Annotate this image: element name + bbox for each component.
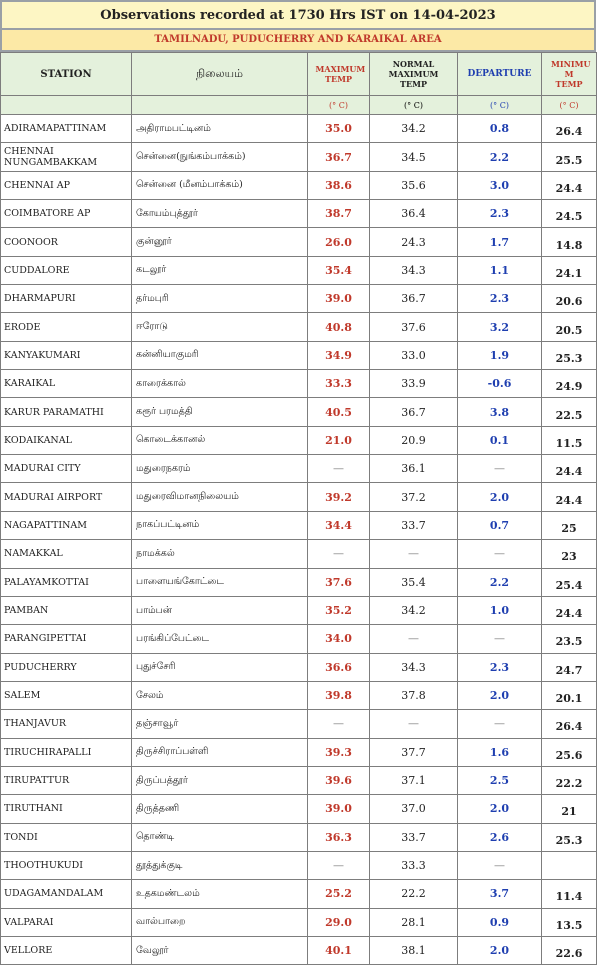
station-name: KARUR PARAMATHI [1,398,132,426]
normal-max-temp: 33.3 [370,851,458,879]
table-row [1,568,597,596]
station-name: NAMAKKAL [1,540,132,568]
station-name-tamil: தஞ்சாவூர் [132,710,308,738]
departure: 2.6 [458,823,542,851]
table-row [1,908,597,936]
normal-max-temp: — [370,540,458,568]
station-name: DHARMAPURI [1,285,132,313]
normal-max-temp: 22.2 [370,880,458,908]
normal-max-temp: — [370,625,458,653]
min-temp: 22.6 [542,936,597,964]
table-row [1,313,597,341]
station-name-tamil: சேலம் [132,681,308,709]
table-row [1,483,597,511]
max-temp: 40.5 [308,398,370,426]
station-name-tamil: பரங்கிப்பேட்டை [132,625,308,653]
table-row [1,936,597,964]
station-name-tamil: புதுச்சேரி [132,653,308,681]
normal-max-temp: 35.6 [370,171,458,199]
station-name: TIRUPATTUR [1,766,132,794]
unit-normal: (° C) [370,96,458,115]
table-row [1,511,597,539]
header-station-tamil: நிலையம் [132,53,308,96]
station-name-tamil: கடலூர் [132,256,308,284]
table-row [1,200,597,228]
station-name: KARAIKAL [1,370,132,398]
min-temp: 24.7 [542,653,597,681]
max-temp: 37.6 [308,568,370,596]
normal-max-temp: 36.1 [370,455,458,483]
station-name: PUDUCHERRY [1,653,132,681]
departure: 2.0 [458,483,542,511]
station-name: KODAIKANAL [1,426,132,454]
min-temp: 24.4 [542,483,597,511]
departure: 3.2 [458,313,542,341]
normal-max-temp: 37.8 [370,681,458,709]
max-temp: 34.4 [308,511,370,539]
max-temp: 40.1 [308,936,370,964]
station-name-tamil: பாளையங்கோட்டை [132,568,308,596]
min-temp: 25.5 [542,143,597,171]
departure: — [458,455,542,483]
station-name: MADURAI AIRPORT [1,483,132,511]
station-name-tamil: ஈரோடு [132,313,308,341]
departure: 2.2 [458,568,542,596]
max-temp: 35.0 [308,115,370,143]
normal-max-temp: 24.3 [370,228,458,256]
station-name: THANJAVUR [1,710,132,738]
table-row [1,256,597,284]
max-temp: 29.0 [308,908,370,936]
station-name: KANYAKUMARI [1,341,132,369]
table-row [1,540,597,568]
table-row [1,653,597,681]
min-temp: 24.5 [542,200,597,228]
min-temp: 24.4 [542,171,597,199]
table-row [1,228,597,256]
header-departure: DEPARTURE [458,53,542,96]
station-name: VALPARAI [1,908,132,936]
min-temp: 21 [542,795,597,823]
station-name-tamil: நாமக்கல் [132,540,308,568]
departure: — [458,851,542,879]
min-temp: 24.1 [542,256,597,284]
max-temp: 34.0 [308,625,370,653]
table-row [1,285,597,313]
departure: -0.6 [458,370,542,398]
station-name: TIRUTHANI [1,795,132,823]
min-temp: 24.9 [542,370,597,398]
station-name: SALEM [1,681,132,709]
station-name: TIRUCHIRAPALLI [1,738,132,766]
station-name-tamil: தர்மபுரி [132,285,308,313]
min-temp: 20.6 [542,285,597,313]
table-row [1,880,597,908]
departure: 2.0 [458,936,542,964]
departure: 0.8 [458,115,542,143]
station-name: PAMBAN [1,596,132,624]
station-name-tamil: உதகமண்டலம் [132,880,308,908]
station-name-tamil: சென்னை(நுங்கம்பாக்கம்) [132,143,308,171]
station-name-tamil: மதுரைவிமானநிலையம் [132,483,308,511]
station-name: PARANGIPETTAI [1,625,132,653]
max-temp: 39.3 [308,738,370,766]
departure: 2.3 [458,200,542,228]
station-name-tamil: திருத்தணி [132,795,308,823]
table-row [1,370,597,398]
station-name: UDAGAMANDALAM [1,880,132,908]
max-temp: — [308,540,370,568]
station-name-tamil: கன்னியாகுமரி [132,341,308,369]
unit-max: (° C) [308,96,370,115]
min-temp: 23 [542,540,597,568]
max-temp: 26.0 [308,228,370,256]
normal-max-temp: 37.1 [370,766,458,794]
max-temp: — [308,455,370,483]
header-min-temp: MINIMU M TEMP [542,53,597,96]
station-name-tamil: திருச்சிராப்பள்ளி [132,738,308,766]
min-temp: 25.3 [542,341,597,369]
min-temp: 25 [542,511,597,539]
station-name-tamil: கொடைக்கானல் [132,426,308,454]
station-name: VELLORE [1,936,132,964]
station-name-tamil: திருப்பத்தூர் [132,766,308,794]
station-name: NAGAPATTINAM [1,511,132,539]
station-name: COIMBATORE AP [1,200,132,228]
normal-max-temp: — [370,710,458,738]
normal-max-temp: 34.2 [370,596,458,624]
min-temp: 25.3 [542,823,597,851]
max-temp: 40.8 [308,313,370,341]
max-temp: — [308,851,370,879]
departure: 0.7 [458,511,542,539]
normal-max-temp: 34.3 [370,256,458,284]
observations-table [0,52,597,965]
table-row [1,710,597,738]
normal-max-temp: 37.7 [370,738,458,766]
max-temp: 36.7 [308,143,370,171]
station-name-tamil: நாகப்பட்டினம் [132,511,308,539]
table-row [1,143,597,171]
min-temp: 13.5 [542,908,597,936]
min-temp: 25.6 [542,738,597,766]
normal-max-temp: 34.3 [370,653,458,681]
station-name: THOOTHUKUDI [1,851,132,879]
table-row [1,171,597,199]
min-temp: 24.4 [542,455,597,483]
table-row [1,795,597,823]
departure: 2.0 [458,681,542,709]
unit-row [1,96,597,115]
departure: 0.1 [458,426,542,454]
station-name-tamil: வால்பாறை [132,908,308,936]
normal-max-temp: 33.7 [370,823,458,851]
normal-max-temp: 20.9 [370,426,458,454]
station-name-tamil: கரூர் பரமத்தி [132,398,308,426]
header-max-temp: MAXIMUM TEMP [308,53,370,96]
departure: 1.9 [458,341,542,369]
station-name-tamil: பாம்பன் [132,596,308,624]
departure: 3.8 [458,398,542,426]
min-temp: 24.4 [542,596,597,624]
table-row [1,681,597,709]
table-row [1,426,597,454]
max-temp: 25.2 [308,880,370,908]
station-name: MADURAI CITY [1,455,132,483]
table-row [1,851,597,879]
station-name: CHENNAI AP [1,171,132,199]
max-temp: 35.2 [308,596,370,624]
max-temp: 36.3 [308,823,370,851]
min-temp: 11.4 [542,880,597,908]
station-name-tamil: வேலூர் [132,936,308,964]
departure: 1.7 [458,228,542,256]
station-name: ADIRAMAPATTINAM [1,115,132,143]
max-temp: 35.4 [308,256,370,284]
max-temp: 34.9 [308,341,370,369]
min-temp: 14.8 [542,228,597,256]
departure: 3.0 [458,171,542,199]
min-temp: 22.5 [542,398,597,426]
header-normal-max-temp: NORMAL MAXIMUM TEMP [370,53,458,96]
normal-max-temp: 37.6 [370,313,458,341]
departure: 2.5 [458,766,542,794]
departure: 0.9 [458,908,542,936]
table-row [1,455,597,483]
max-temp: 39.2 [308,483,370,511]
unit-min: (° C) [542,96,597,115]
normal-max-temp: 36.4 [370,200,458,228]
table-row [1,341,597,369]
max-temp: 39.0 [308,795,370,823]
min-temp [542,851,597,879]
station-name-tamil: குன்னூர் [132,228,308,256]
station-name: COONOOR [1,228,132,256]
min-temp: 25.4 [542,568,597,596]
max-temp: 21.0 [308,426,370,454]
station-name-tamil: கோயம்புத்தூர் [132,200,308,228]
observations-body [1,115,597,965]
departure: — [458,625,542,653]
normal-max-temp: 33.9 [370,370,458,398]
unit-cell-tamil [132,96,308,115]
min-temp: 20.1 [542,681,597,709]
station-name-tamil: அதிராமபட்டினம் [132,115,308,143]
max-temp: 39.8 [308,681,370,709]
min-temp: 26.4 [542,710,597,738]
normal-max-temp: 37.0 [370,795,458,823]
departure: 1.0 [458,596,542,624]
station-name: PALAYAMKOTTAI [1,568,132,596]
departure: 2.3 [458,285,542,313]
max-temp: 36.6 [308,653,370,681]
max-temp: 39.6 [308,766,370,794]
departure: 1.1 [458,256,542,284]
table-row [1,596,597,624]
departure: 3.7 [458,880,542,908]
table-row [1,766,597,794]
departure: 2.2 [458,143,542,171]
report-subtitle: TAMILNADU, PUDUCHERRY AND KARAIKAL AREA [0,30,596,52]
normal-max-temp: 38.1 [370,936,458,964]
max-temp: 38.6 [308,171,370,199]
report-title: Observations recorded at 1730 Hrs IST on 14-04-2023 [0,0,596,30]
station-name-tamil: தூத்துக்குடி [132,851,308,879]
normal-max-temp: 33.7 [370,511,458,539]
normal-max-temp: 36.7 [370,398,458,426]
normal-max-temp: 33.0 [370,341,458,369]
table-row [1,115,597,143]
station-name: CHENNAI NUNGAMBAKKAM [1,143,132,171]
departure: — [458,710,542,738]
min-temp: 20.5 [542,313,597,341]
station-name: ERODE [1,313,132,341]
table-row [1,625,597,653]
table-row [1,823,597,851]
normal-max-temp: 34.5 [370,143,458,171]
min-temp: 26.4 [542,115,597,143]
min-temp: 22.2 [542,766,597,794]
station-name-tamil: தொண்டி [132,823,308,851]
station-name: TONDI [1,823,132,851]
table-row [1,398,597,426]
header-station: STATION [1,53,132,96]
departure: 2.0 [458,795,542,823]
departure: 2.3 [458,653,542,681]
max-temp: 33.3 [308,370,370,398]
station-name-tamil: மதுரைநகரம் [132,455,308,483]
max-temp: — [308,710,370,738]
normal-max-temp: 35.4 [370,568,458,596]
max-temp: 38.7 [308,200,370,228]
departure: 1.6 [458,738,542,766]
station-name-tamil: காரைக்கால் [132,370,308,398]
normal-max-temp: 34.2 [370,115,458,143]
min-temp: 23.5 [542,625,597,653]
normal-max-temp: 36.7 [370,285,458,313]
normal-max-temp: 37.2 [370,483,458,511]
normal-max-temp: 28.1 [370,908,458,936]
departure: — [458,540,542,568]
unit-cell-station [1,96,132,115]
station-name-tamil: சென்னை (மீனம்பாக்கம்) [132,171,308,199]
min-temp: 11.5 [542,426,597,454]
station-name: CUDDALORE [1,256,132,284]
max-temp: 39.0 [308,285,370,313]
unit-departure: (° C) [458,96,542,115]
table-row [1,738,597,766]
